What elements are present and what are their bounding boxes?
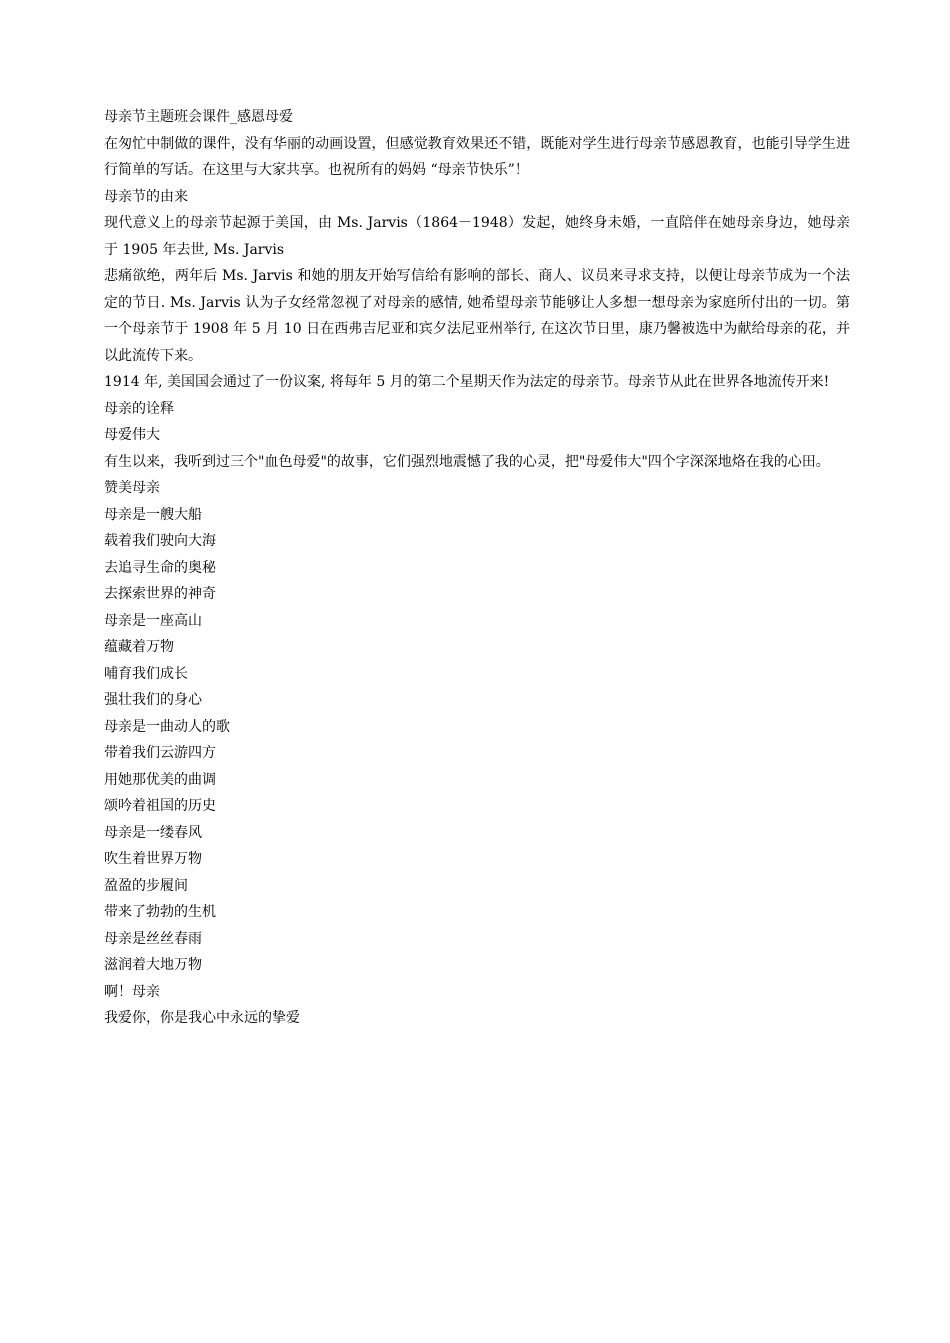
poem-line: 母亲是一缕春风 bbox=[104, 824, 202, 841]
poem-line: 母亲是一艘大船 bbox=[104, 506, 202, 523]
poem-line: 吹生着世界万物 bbox=[104, 851, 202, 867]
poem-line: 母亲是一曲动人的歌 bbox=[104, 718, 230, 735]
poem-line: 强壮我们的身心 bbox=[104, 692, 202, 708]
great-paragraph: 有生以来，我听到过三个"血色母爱"的故事，它们强烈地震憾了我的心灵，把"母爱伟大"四个字深深地烙在我的心田。 bbox=[104, 453, 830, 470]
poem-line: 去探索世界的神奇 bbox=[104, 586, 216, 602]
poem-line: 用她那优美的曲调 bbox=[104, 771, 216, 788]
origin-paragraph-3: 1914 年, 美国国会通过了一份议案, 将每年 5 月的第二个星期天作为法定的母亲节。母亲节从此在世界各地流传开来! bbox=[104, 374, 830, 390]
poem-line: 颂吟着祖国的历史 bbox=[104, 798, 216, 814]
document-body bbox=[104, 104, 850, 1032]
document-title: 母亲节主题班会课件_感恩母爱 bbox=[104, 109, 293, 125]
poem-line: 哺育我们成长 bbox=[104, 665, 188, 682]
poem-line: 带来了勃勃的生机 bbox=[104, 904, 216, 920]
poem-line: 去追寻生命的奥秘 bbox=[104, 559, 216, 576]
intro-paragraph: 在匆忙中制做的课件，没有华丽的动画设置，但感觉教育效果还不错，既能对学生进行母亲节感恩教育，也能引导学生进行简单的写话。在这里与大家共享。也祝所有的妈妈 “母亲节快乐”！ bbox=[104, 135, 850, 178]
poem-line: 载着我们驶向大海 bbox=[104, 533, 216, 549]
poem-line: 带着我们云游四方 bbox=[104, 745, 216, 761]
poem-line: 滋润着大地万物 bbox=[104, 957, 202, 973]
poem-line: 盈盈的步履间 bbox=[104, 877, 188, 894]
section-heading-great: 母爱伟大 bbox=[104, 427, 160, 443]
section-heading-meaning: 母亲的诠释 bbox=[104, 400, 174, 417]
poem-line: 蕴藏着万物 bbox=[104, 639, 174, 655]
poem-line: 啊！母亲 bbox=[104, 983, 160, 1000]
origin-paragraph-1: 现代意义上的母亲节起源于美国，由 Ms. Jarvis（1864－1948）发起，她终身未婚，一直陪伴在她母亲身边，她母亲于 1905 年去世, Ms. Jarvis bbox=[104, 215, 850, 258]
section-heading-origin: 母亲节的由来 bbox=[104, 188, 188, 205]
section-heading-praise: 赞美母亲 bbox=[104, 480, 160, 496]
poem-line: 母亲是一座高山 bbox=[104, 612, 202, 629]
origin-paragraph-2: 悲痛欲绝，两年后 Ms. Jarvis 和她的朋友开始写信给有影响的部长、商人、议员来寻求支持，以便让母亲节成为一个法定的节日. Ms. Jarvis 认为子女经常忽视了对母亲的感情, 她希望母亲节能够让人多想一想母亲为家庭所付出的一切。第一个母亲节于 1908 年 5 月 10 日在西弗吉尼亚和宾夕法尼亚州举行, 在这次节日里，康乃馨被选中为献给母亲的花，并以此流传下来。 bbox=[104, 268, 850, 364]
poem-line: 母亲是丝丝春雨 bbox=[104, 930, 202, 947]
poem-line: 我爱你，你是我心中永远的挚爱 bbox=[104, 1010, 300, 1026]
poem bbox=[104, 502, 850, 1032]
